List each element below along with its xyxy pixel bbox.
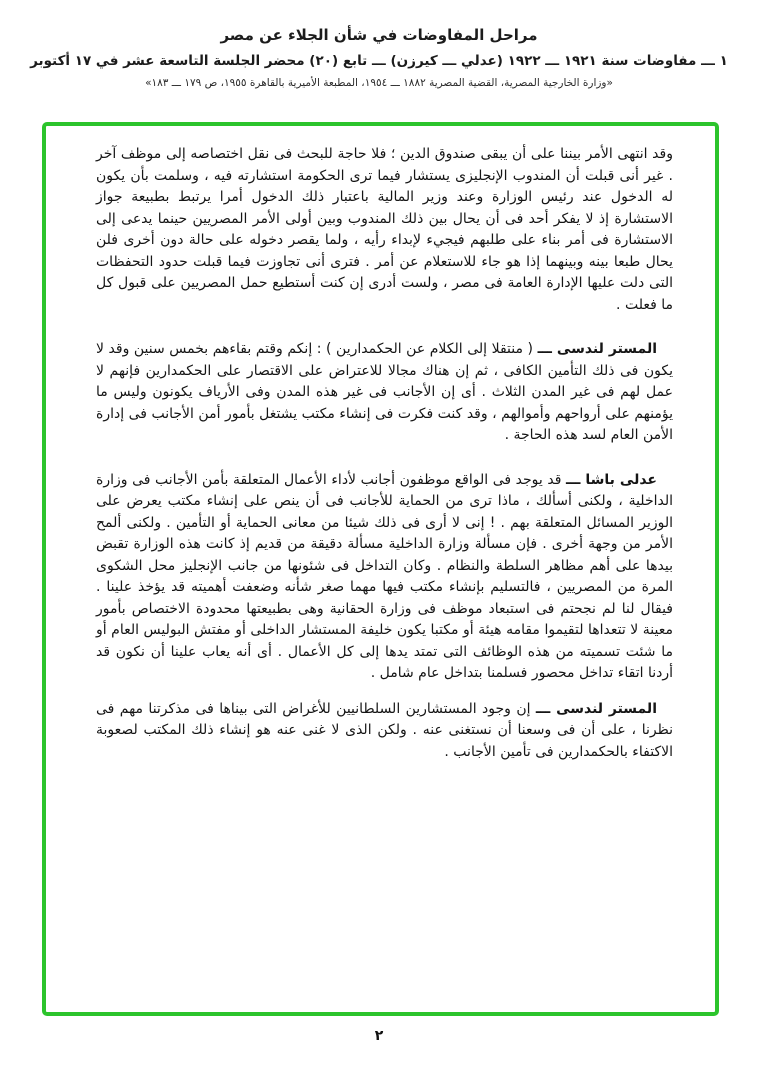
paragraph [96, 144, 673, 316]
body-text [46, 126, 715, 763]
speaker-name: المستر لندسى ـــ [535, 700, 657, 717]
green-highlight-box [42, 122, 719, 1016]
paragraph-text: إن وجود المستشارين السلطانيين للأغراض التى بيناها فى مذكرتنا مهم فى نظرنا ، على أن فى وسعنا أن نستغنى عنه . ولكن الذى لا غنى عنه هو إنشاء ذلك المكتب لصعوبة الاكتفاء بالحكمدارين فى تأمين الأجانب . [96, 700, 673, 760]
page-title: مراحل المفاوضات في شأن الجلاء عن مصر [220, 26, 538, 44]
source-citation: «وزارة الخارجية المصرية، القضية المصرية ١٨٨٢ ـــ ١٩٥٤، المطبعة الأميرية بالقاهرة ١٩٥٥، ص ١٧٩ ـــ ١٨٣» [145, 77, 613, 89]
paragraph-text: وقد انتهى الأمر بيننا على أن يبقى صندوق الدين ؛ فلا حاجة للبحث فى نقل اختصاصه إلى موظف آخر . غير أنى قبلت أن المندوب الإنجليزى يستشار فيما ترى الحكومة استشارته فيه ، وسلمت بأن يكون له الدخول عند رئيس الوزارة وعند وزير المالية باعتبار ذلك الدخول أمرا يرتبط بطبيعة جواز الاستشارة إذ لا يفكر أحد فى أن يحال بين ذلك المندوب وبين أولى الأمر المصريين حينما يدعى إلى الاستشارة فى أمر بناء على طلبهم فيجيء لإبداء رأيه ، ولما يقصر دخوله على حالة دون أخرى فلن يحال طبعا بينه وبينهما إذا هو جاء للاستعلام عن أمر . فترى أنى تجاوزت فيما قبلت حدود التحفظات التى دلت عليها الإدارة العامة فى مصر ، ولست أدرى إن كنت أستطيع حمل المصريين على قبول كل ما فعلت . [96, 146, 673, 313]
paragraph-text: قد يوجد فى الواقع موظفون أجانب لأداء الأعمال المتعلقة بأمن الأجانب فى وزارة الداخلية ، ولكنى أسألك ، ماذا ترى من الحماية للأجانب فى أن ينص على إنشاء مكتب يعرض على الوزير المسائل المتعلقة بهم . ! إنى لا أرى فى ذلك شيئا من معانى الحماية أو التأمين . ولكنى ألمح الأمر من وجهة أخرى . فإن مسألة وزارة الداخلية مسألة دقيقة من قديم إذ كانت هذه الوزارة تقبض بيدها على أهم مظاهر السلطة والنظام . وكان التداخل فى شئونها من جانب الإنجليز محل الشكوى المرة من المصريين ، فالتسليم بإنشاء مكتب فيها مهما صغر شأنه وضعفت أهميته قد يؤخذ علينا . فيقال لنا لم نجحتم فى استبعاد موظف فى وزارة الحقانية وهى بطبيعتها محدودة الاختصاص بأمور معينة لا تتعداها لتقيموا مقامه هيئة أو مكتبا يكون خليفة المستشار الداخلى أو مفتش البوليس العام أو ما شئت تسميته من هذه الوظائف التى تمتد يدها إلى كل الأعمال . أى أنه يعاب علينا أن نكون قد أردنا اتقاء تداخل محصور فسلمنا بتداخل عام شامل . [96, 471, 673, 681]
paragraph [96, 699, 673, 764]
paragraph [96, 339, 673, 447]
speaker-name: عدلى باشا ـــ [566, 471, 657, 488]
paragraph [96, 470, 673, 685]
page-number: ٢ [374, 1028, 384, 1044]
session-subtitle: ١ ـــ مفاوضات سنة ١٩٢١ ـــ ١٩٢٢ (عدلي ـــ كيرزن) ـــ تابع (٢٠) محضر الجلسة التاسعة عشر في ١٧ أكتوبر [30, 53, 728, 69]
speaker-name: المستر لندسى ـــ [537, 341, 657, 357]
paragraph-text: ( منتقلا إلى الكلام عن الحكمدارين ) : إنكم وقتم بقاءهم بخمس سنين وقد لا يكون فى ذلك التأمين الكافى ، ثم إن هناك مجالا للاعتراض على الاقتصار على الحكمدارين فإنهم لا عمل لهم فى غير المدن الثلاث . أى إن الأجانب فى غير هذه المدن وفى الأرياف يكونون وليس ما يؤمنهم على أرواحهم وأموالهم ، وقد كنت فكرت فى إنشاء مكتب يشتغل بأمور أمن الأجانب فى إدارة الأمن العام لسد هذه الحاجة . [96, 341, 673, 443]
document-header [0, 0, 758, 89]
